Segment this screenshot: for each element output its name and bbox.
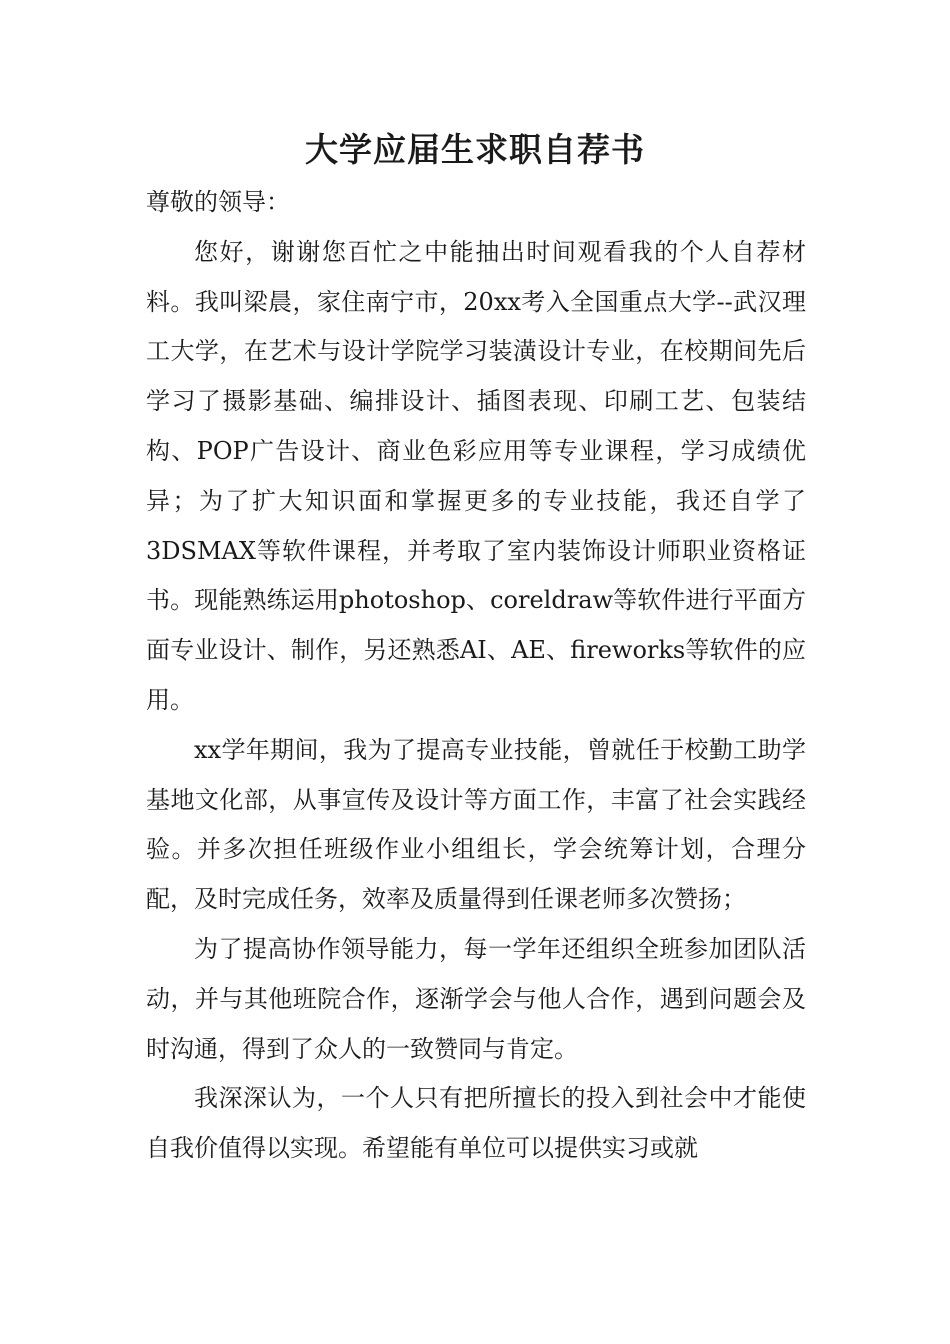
document-body bbox=[146, 178, 806, 1174]
paragraph-work-experience: xx学年期间，我为了提高专业技能，曾就任于校勤工助学基地文化部，从事宣传及设计等方面工作，丰富了社会实践经验。并多次担任班级作业小组组长，学会统筹计划，合理分配，及时完成任务，效率及质量得到任课老师多次赞扬； bbox=[146, 735, 806, 914]
paragraph-leadership: 为了提高协作领导能力，每一学年还组织全班参加团队活动，并与其他班院合作，逐渐学会与他人合作，遇到问题会及时沟通，得到了众人的一致赞同与肯定。 bbox=[146, 934, 806, 1063]
paragraph-closing: 我深深认为，一个人只有把所擅长的投入到社会中才能使自我价值得以实现。希望能有单位可以提供实习或就 bbox=[146, 1084, 806, 1163]
paragraph-intro: 您好，谢谢您百忙之中能抽出时间观看我的个人自荐材料。我叫梁晨，家住南宁市，20xx考入全国重点大学--武汉理工大学，在艺术与设计学院学习装潢设计专业，在校期间先后学习了摄影基础、编排设计、插图表现、印刷工艺、包装结构、POP广告设计、商业色彩应用等专业课程，学习成绩优异；为了扩大知识面和掌握更多的专业技能，我还自学了3DSMAX等软件课程，并考取了室内装饰设计师职业资格证书。现能熟练运用photoshop、coreldraw等软件进行平面方面专业设计、制作，另还熟悉AI、AE、fireworks等软件的应用。 bbox=[146, 237, 806, 714]
salutation: 尊敬的领导： bbox=[146, 188, 290, 216]
document-title: 大学应届生求职自荐书 bbox=[305, 130, 645, 169]
